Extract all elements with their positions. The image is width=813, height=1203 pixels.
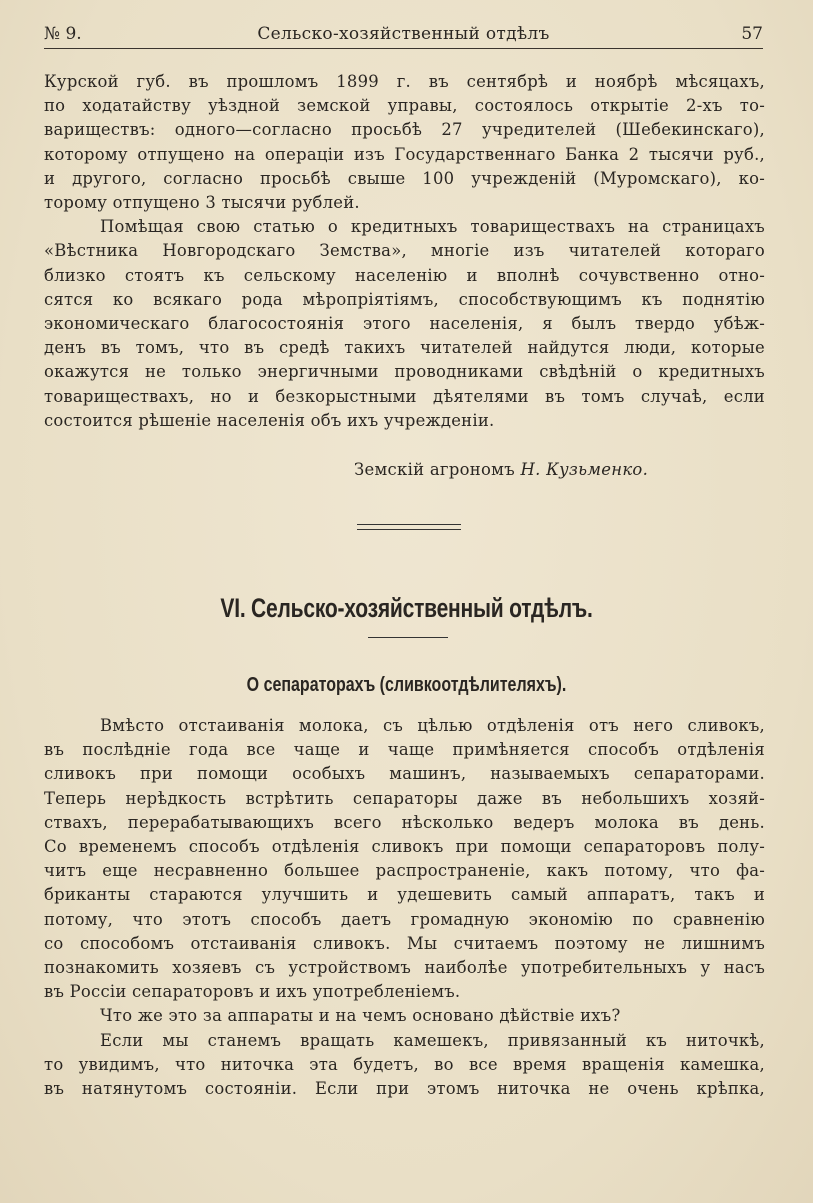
divider-rule: [357, 529, 461, 530]
running-section-title: Сельско-хозяйственный отдѣлъ: [257, 24, 550, 44]
text-line: близко стоятъ къ сельскому населенію и вполнѣ сочувственно отно-: [44, 265, 765, 285]
text-line: сятся ко всякаго рода мѣропріятіямъ, способствующимъ къ поднятію: [44, 289, 765, 309]
article-body: [44, 714, 765, 1101]
text-line: читъ еще несравненно большее распространеніе, какъ потому, что фа-: [44, 861, 765, 881]
text-line: товариществахъ, но и безкорыстными дѣятелями въ томъ случаѣ, если: [44, 386, 765, 406]
text-line: потому, что этотъ способъ даетъ громадную экономію по сравненію: [44, 909, 765, 929]
running-header: [44, 22, 763, 49]
text-line: по ходатайству уѣздной земской управы, состоялось открытіе 2-хъ то-: [44, 96, 765, 116]
text-line: Теперь нерѣдкость встрѣтить сепараторы даже въ небольшихъ хозяй-: [44, 788, 765, 808]
author-name: Н. Кузьменко.: [520, 460, 649, 479]
text-line: денъ въ томъ, что въ средѣ такихъ читателей найдутся люди, которые: [44, 338, 765, 358]
text-line: бриканты стараются улучшить и удешевить самый аппаратъ, такъ и: [44, 885, 765, 905]
text-line: Если мы станемъ вращать камешекъ, привязанный къ ниточкѣ,: [100, 1030, 765, 1050]
continued-article: [44, 70, 765, 433]
text-line: Помѣщая свою статью о кредитныхъ товариществахъ на страницахъ: [100, 217, 765, 237]
page-number: 57: [741, 24, 763, 44]
text-line: сливокъ при помощи особыхъ машинъ, называемыхъ сепараторами.: [44, 764, 765, 784]
author-title: Земскій агрономъ: [354, 460, 515, 479]
text-line: со способомъ отстаиванія сливокъ. Мы считаемъ поэтому не лишнимъ: [44, 933, 765, 953]
paragraph: [44, 70, 765, 215]
paragraph: [44, 215, 765, 433]
text-line: состоится рѣшеніе населенія объ ихъ учрежденіи.: [44, 410, 495, 430]
text-line: въ натянутомъ состояніи. Если при этомъ ниточка не очень крѣпка,: [44, 1079, 765, 1099]
paragraph: [44, 1004, 765, 1028]
text-line: въ послѣдніе года все чаще и чаще примѣняется способъ отдѣленія: [44, 740, 765, 760]
paragraph: [44, 1029, 765, 1102]
heading-underline: [368, 637, 448, 638]
author-signature: [354, 460, 648, 479]
issue-number: № 9.: [44, 24, 82, 44]
text-line: окажутся не только энергичными проводниками свѣдѣній о кредитныхъ: [44, 362, 765, 382]
text-line: Курской губ. въ прошломъ 1899 г. въ сентябрѣ и ноябрѣ мѣсяцахъ,: [44, 72, 765, 91]
text-line: которому отпущено на операціи изъ Государственнаго Банка 2 тысячи руб.,: [44, 144, 765, 164]
text-line: Что же это за аппараты и на чемъ основано дѣйствіе ихъ?: [100, 1006, 621, 1026]
text-line: Со временемъ способъ отдѣленія сливокъ при помощи сепараторовъ полу-: [44, 837, 765, 857]
text-line: торому отпущено 3 тысячи рублей.: [44, 193, 360, 213]
text-line: вариществъ: одного—согласно просьбѣ 27 учредителей (Шебекинскаго),: [44, 120, 765, 140]
text-line: въ Россіи сепараторовъ и ихъ употребленіемъ.: [44, 982, 461, 1002]
text-line: Вмѣсто отстаиванія молока, съ цѣлью отдѣленія отъ него сливокъ,: [100, 716, 765, 735]
text-line: экономическаго благосостоянія этого населенія, я былъ твердо убѣж-: [44, 314, 765, 334]
text-line: то увидимъ, что ниточка эта будетъ, во все время вращенія камешка,: [44, 1054, 765, 1074]
article-title: О сепараторахъ (сливкоотдѣлителяхъ).: [246, 674, 567, 696]
text-line: ствахъ, перерабатывающихъ всего нѣсколько ведеръ молока въ день.: [44, 812, 765, 832]
section-heading: VI. Сельско-хозяйственный отдѣлъ.: [220, 593, 593, 623]
paragraph: [44, 714, 765, 1004]
text-line: познакомить хозяевъ съ устройствомъ наиболѣе употребительныхъ у насъ: [44, 958, 765, 978]
divider-rule: [357, 524, 461, 525]
text-line: «Вѣстника Новгородскаго Земства», многіе изъ читателей котораго: [44, 241, 765, 261]
text-line: и другого, согласно просьбѣ свыше 100 учрежденій (Муромскаго), ко-: [44, 168, 765, 188]
